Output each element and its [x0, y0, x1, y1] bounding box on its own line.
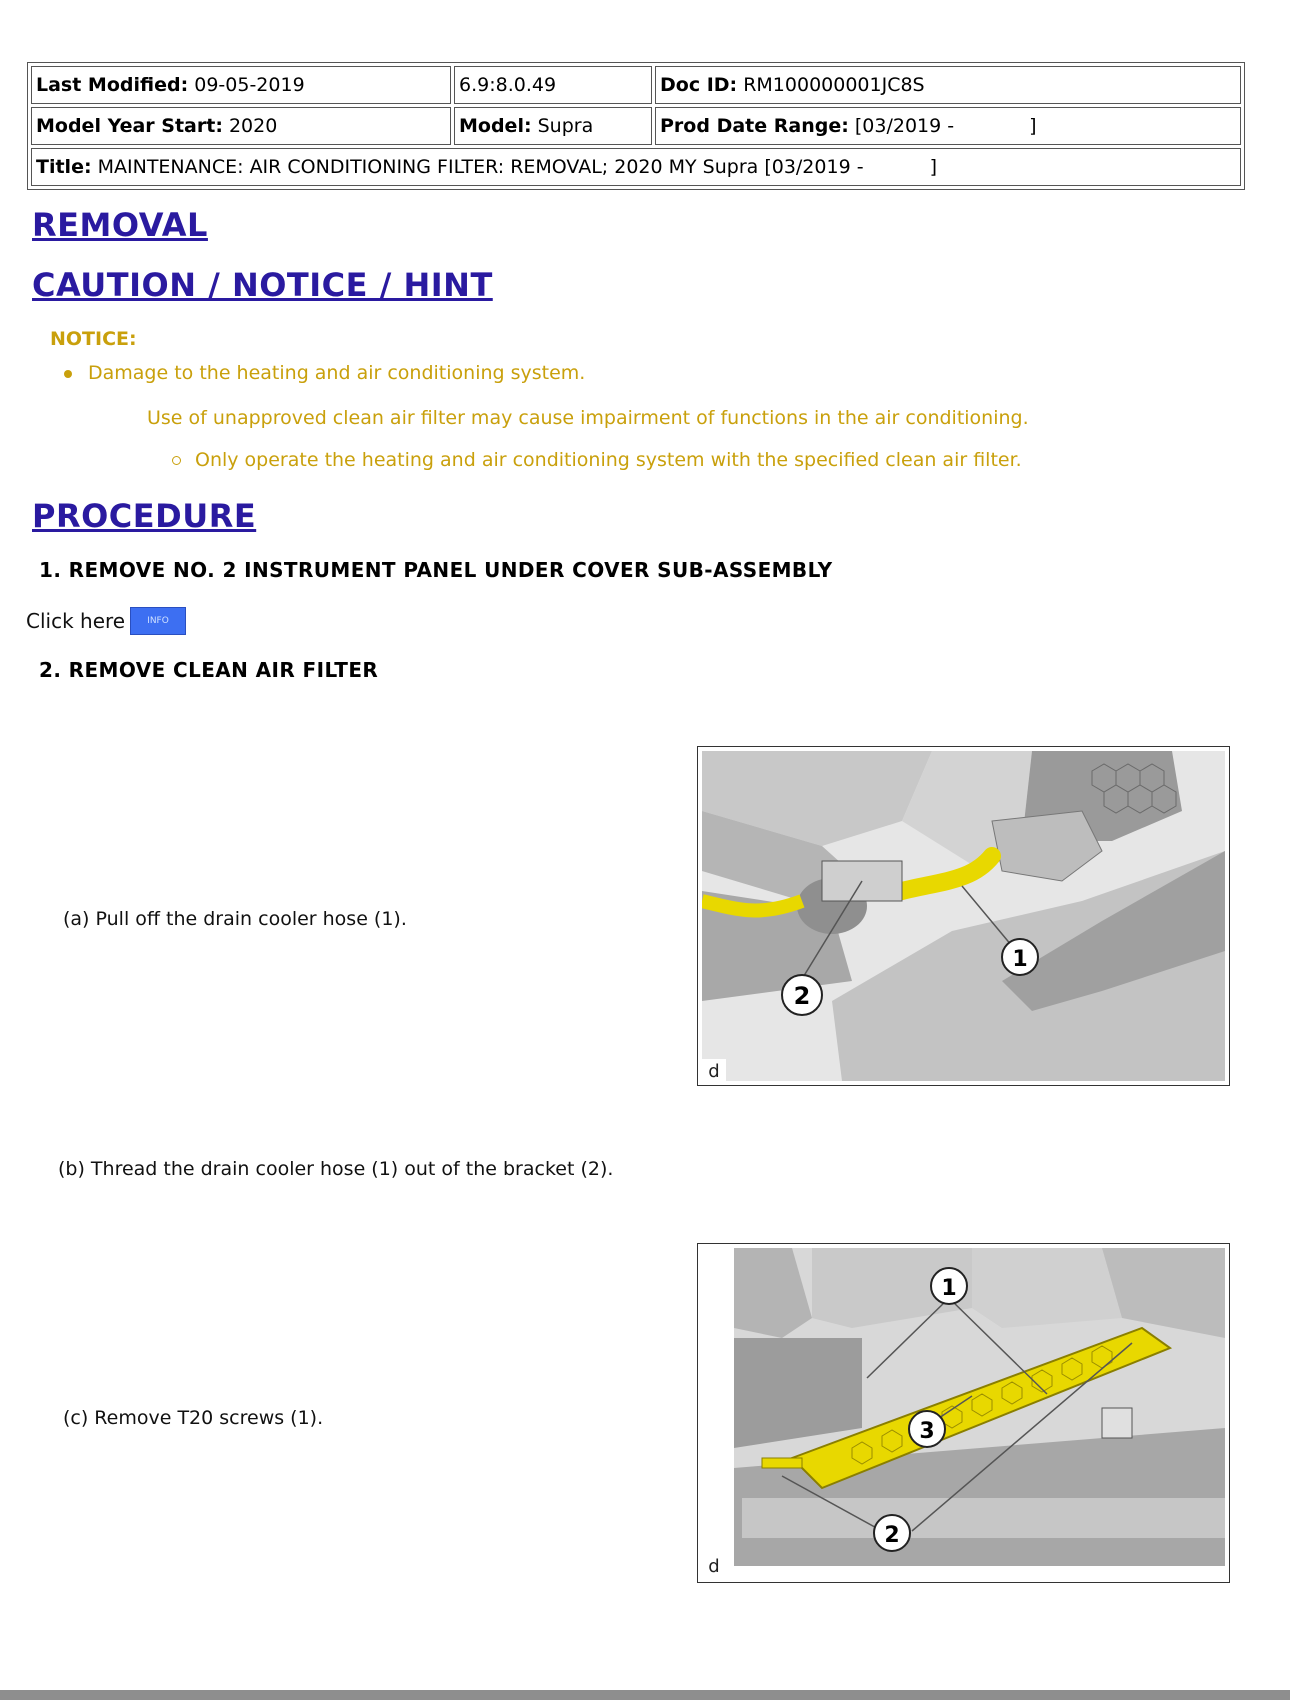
- info-button[interactable]: INFO: [130, 607, 186, 635]
- bullet-icon: [64, 370, 72, 378]
- figure-corner-label: d: [708, 1556, 720, 1577]
- notice-bullet: Damage to the heating and air conditioning system.: [64, 362, 585, 384]
- prod-date-cell: Prod Date Range: [03/2019 - ]: [655, 107, 1241, 145]
- version-cell: 6.9:8.0.49: [454, 66, 652, 104]
- last-modified-cell: Last Modified: 09-05-2019: [31, 66, 451, 104]
- click-here-text: Click here: [26, 609, 126, 633]
- step-2c-text: (c) Remove T20 screws (1).: [63, 1407, 324, 1429]
- removal-heading-link[interactable]: REMOVAL: [32, 206, 208, 244]
- circle-bullet-icon: [172, 456, 181, 465]
- notice-label: NOTICE:: [50, 328, 137, 350]
- caution-heading-link[interactable]: CAUTION / NOTICE / HINT: [32, 266, 493, 304]
- figure-drain-hose-illustration: [702, 751, 1225, 1081]
- figure-drain-hose: [697, 746, 1230, 1086]
- step-2a-text: (a) Pull off the drain cooler hose (1).: [63, 908, 407, 930]
- callout-1: 1: [941, 1276, 957, 1301]
- figure-air-filter-illustration: [702, 1248, 1225, 1578]
- callout-2: 2: [884, 1523, 900, 1548]
- bottom-scroll-bar: [0, 1690, 1290, 1700]
- callout-1: 1: [1012, 947, 1028, 972]
- document-header-table: [27, 62, 1245, 190]
- title-cell: Title: MAINTENANCE: AIR CONDITIONING FILTER: REMOVAL; 2020 MY Supra [03/2019 - ]: [31, 148, 1241, 186]
- step-1-heading: 1. REMOVE NO. 2 INSTRUMENT PANEL UNDER COVER SUB-ASSEMBLY: [39, 558, 833, 582]
- procedure-heading-link[interactable]: PROCEDURE: [32, 497, 257, 535]
- figure-corner-label: d: [708, 1061, 720, 1081]
- model-cell: Model: Supra: [454, 107, 652, 145]
- step-2-heading: 2. REMOVE CLEAN AIR FILTER: [39, 658, 379, 682]
- step-2b-text: (b) Thread the drain cooler hose (1) out of the bracket (2).: [58, 1158, 614, 1180]
- callout-2: 2: [793, 982, 811, 1010]
- notice-sub-bullet: Only operate the heating and air conditioning system with the specified clean air filter.: [172, 449, 1022, 471]
- model-year-cell: Model Year Start: 2020: [31, 107, 451, 145]
- figure-air-filter: [697, 1243, 1230, 1583]
- notice-subtext: Use of unapproved clean air filter may cause impairment of functions in the air conditioning.: [147, 407, 1029, 429]
- callout-3: 3: [919, 1419, 935, 1444]
- doc-id-cell: Doc ID: RM100000001JC8S: [655, 66, 1241, 104]
